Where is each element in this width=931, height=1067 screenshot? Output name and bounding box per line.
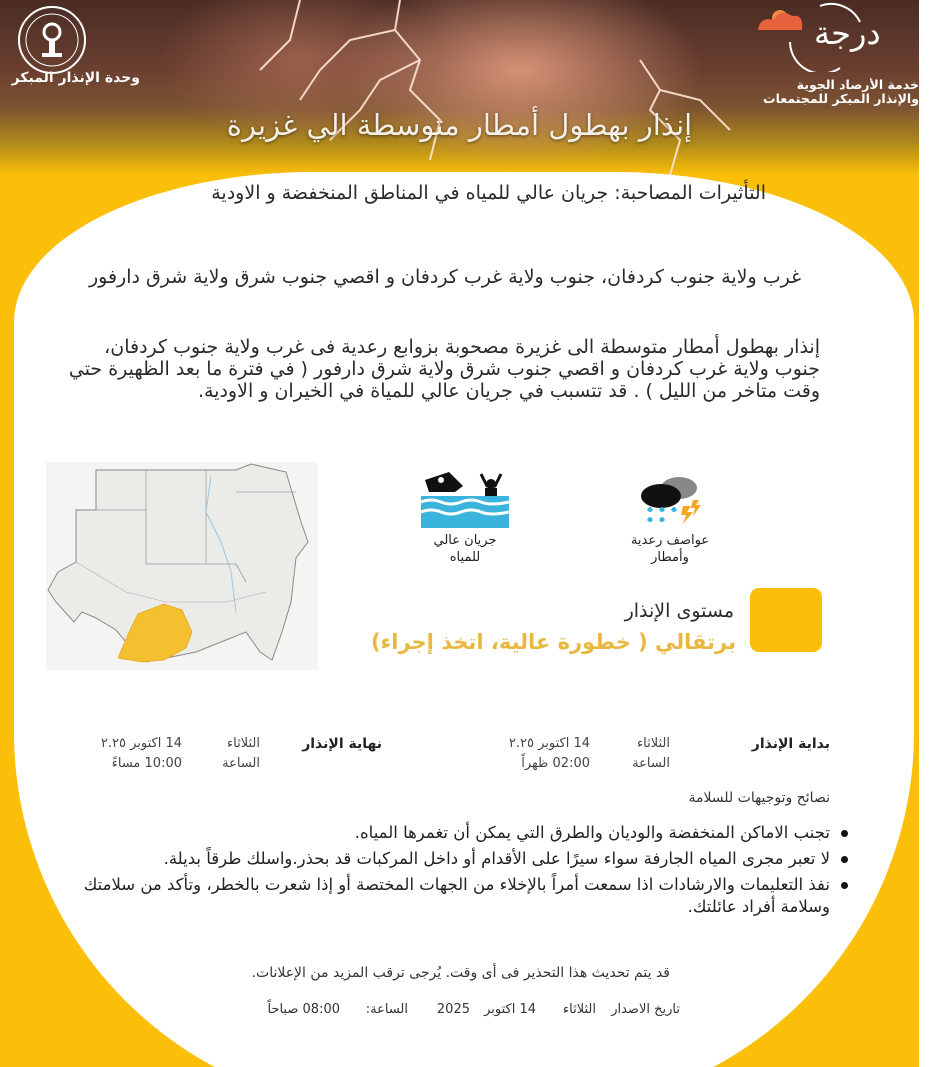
issue-label: تاريخ الاصدار [611,1002,680,1017]
issue-time: 08:00 صباحاً [267,1002,340,1017]
safety-tip: لا تعبر مجرى المياه الجارفة سواء سيرًا على الأقدام أو داخل المركبات قد بحذر.واسلك طرقاً بديلة. [60,848,830,870]
sudan-meteorological-authority-logo [16,4,88,76]
issue-date: 14 اكتوبر [484,1002,536,1017]
safety-tip: تجنب الاماكن المنخفضة والوديان والطرق التي يمكن أن تغمرها المياه. [60,822,830,844]
hazard-flood [410,470,520,566]
header-banner [0,0,919,175]
left-logo-caption: وحدة الإنذار المبكر [11,70,140,86]
right-margin [919,0,931,1067]
warning-description: إنذار بهطول أمطار متوسطة الى غزيرة مصحوبة بزوابع رعدية فى غرب ولاية جنوب كردفان، جنوب ولاية غرب كردفان و اقصي جنوب شرق ولاية شرق دارفور ( في فترة ما بعد الظهيرة حتي وقت متاخر من الليل ) . قد تتسبب في جريان عالي للمياة في الخيران و الاودية. [68,336,820,402]
thunderstorm-icon [635,470,705,528]
hazard-flood-label-1: جريان عالي [433,533,497,548]
flood-icon [419,470,511,528]
sudan-warning-map [46,462,318,670]
hazard-thunderstorm-label-1: عواصف رعدية [630,533,710,548]
hazard-flood-label-2: للمياه [449,550,481,565]
end-label: نهاية الإنذار [302,736,382,752]
start-label: بداية الإنذار [751,736,830,752]
start-time-label: الساعة [632,756,670,771]
warning-level-value: برتقالي ( خطورة عالية، اتخذ إجراء) [370,630,736,654]
hazard-thunderstorm [620,470,720,566]
logo-subtitle-line-2: والإنذار المبكر للمجتمعات [763,91,919,106]
warning-title: إنذار بهطول أمطار متوسطة الي غزيرة [226,108,693,142]
daraja-logo-subtitle [760,78,919,106]
end-date: 14 اكتوبر ٢.٢٥ [100,736,182,751]
start-day: الثلاثاء [637,736,670,751]
affected-regions: غرب ولاية جنوب كردفان، جنوب ولاية غرب كردفان و اقصي جنوب شرق ولاية شرق دارفور [88,266,802,288]
issue-time-label: الساعة: [365,1002,408,1017]
start-time: 02:00 ظهراً [521,756,590,771]
update-note: قد يتم تحديث هذا التحذير فى أى وقت. يُرجى ترقب المزيد من الإعلانات. [251,965,670,981]
daraja-logo-name: درجة [814,14,881,52]
warning-level-color-swatch [750,588,822,652]
end-day: الثلاثاء [227,736,260,751]
safety-tip: نفذ التعليمات والارشادات اذا سمعت أمراً بالإخلاء من الجهات المختصة أو إذا شعرت بالخطر، وتأكد من سلامتك وسلامة أفراد عائلتك. [60,874,830,918]
issue-day: الثلاثاء [563,1002,596,1017]
hazard-thunderstorm-label-2: وأمطار [651,550,689,565]
associated-impacts: التأثيرات المصاحبة: جريان عالي للمياه في المناطق المنخفضة و الاودية [211,182,766,204]
start-date: 14 اكتوبر ٢.٢٥ [508,736,590,751]
logo-subtitle-line-1: خدمة الأرصاد الجوية [796,78,919,92]
end-time-label: الساعة [222,756,260,771]
safety-tips-list [60,822,852,922]
issue-year: 2025 [436,1002,470,1017]
warning-level-label: مستوى الإنذار [624,600,734,622]
safety-tips-title: نصائح وتوجيهات للسلامة [688,790,830,806]
end-time: 10:00 مساءً [111,756,182,771]
